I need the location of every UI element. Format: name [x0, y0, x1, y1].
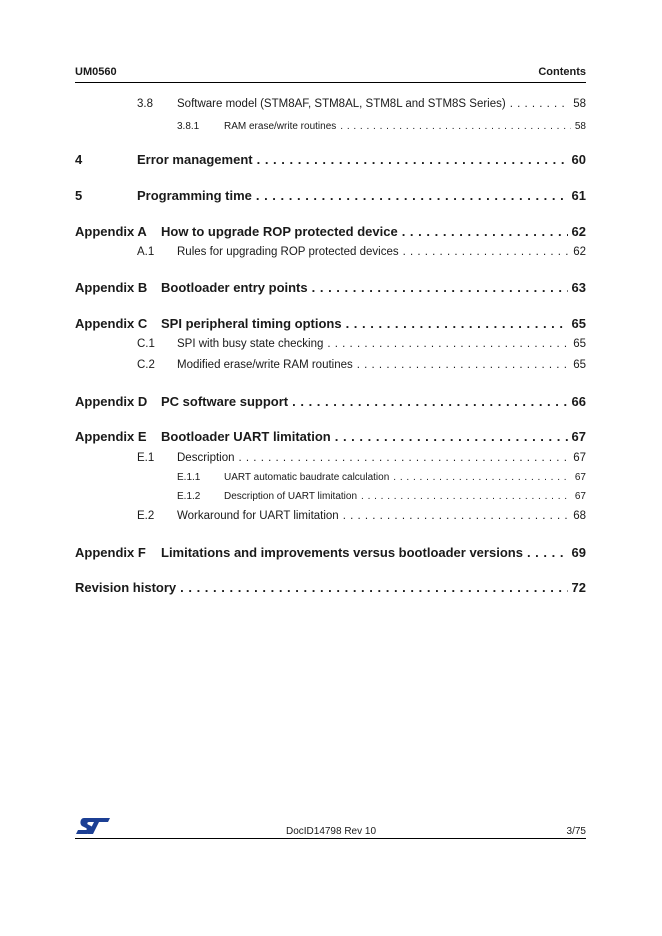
- toc-page: 66: [571, 394, 586, 409]
- toc-entry[interactable]: [75, 394, 586, 409]
- toc-title: Error management: [137, 152, 253, 167]
- toc-title: Programming time: [137, 188, 252, 203]
- toc-title: SPI with busy state checking: [177, 338, 324, 350]
- toc-leader: [346, 316, 568, 331]
- section-title: Contents: [538, 66, 586, 78]
- toc-title: Software model (STM8AF, STM8AL, STM8L and STM8S Series): [177, 98, 506, 110]
- toc-leader: [343, 510, 570, 522]
- toc-leader: [256, 188, 568, 203]
- toc-number: Appendix B: [75, 280, 148, 295]
- toc-title: Bootloader UART limitation: [161, 429, 331, 444]
- toc-entry[interactable]: [75, 429, 586, 444]
- toc-leader: [312, 280, 568, 295]
- toc-number: A.1: [137, 246, 155, 258]
- toc-page: 67: [574, 472, 586, 483]
- toc-page: 62: [573, 246, 586, 258]
- toc-leader: [327, 338, 569, 350]
- toc-number: Appendix A: [75, 224, 147, 239]
- toc-title: Rules for upgrading ROP protected devices: [177, 246, 399, 258]
- toc-entry[interactable]: [75, 316, 586, 331]
- toc-entry[interactable]: [75, 580, 586, 595]
- toc-leader: [340, 121, 571, 132]
- toc-page: 61: [571, 188, 586, 203]
- toc-leader: [292, 394, 567, 409]
- toc-leader: [527, 545, 568, 560]
- toc-leader: [335, 429, 568, 444]
- toc-number: 5: [75, 188, 83, 203]
- toc-leader: [361, 491, 571, 502]
- footer-doc-id: DocID14798 Rev 10: [285, 826, 377, 837]
- toc-entry[interactable]: [137, 452, 586, 464]
- toc-page: 65: [573, 338, 586, 350]
- toc-number: Appendix E: [75, 429, 147, 444]
- toc-title: How to upgrade ROP protected device: [161, 224, 398, 239]
- toc-number: Appendix C: [75, 316, 148, 331]
- toc-title: Modified erase/write RAM routines: [177, 359, 353, 371]
- toc-entry[interactable]: [177, 472, 586, 483]
- toc-leader: [403, 246, 570, 258]
- toc-page: 67: [573, 452, 586, 464]
- toc-title: UART automatic baudrate calculation: [224, 472, 390, 483]
- toc-title: PC software support: [161, 394, 289, 409]
- toc-number: E.1: [137, 452, 155, 464]
- toc-page: 63: [571, 280, 586, 295]
- toc-page: 58: [573, 98, 586, 110]
- toc-number: E.1.1: [177, 472, 201, 483]
- toc-page: 72: [571, 580, 586, 595]
- toc-leader: [257, 152, 568, 167]
- toc-entry[interactable]: [177, 121, 586, 132]
- toc-title: Workaround for UART limitation: [177, 510, 339, 522]
- footer-divider: [75, 838, 586, 839]
- toc-page: 69: [571, 545, 586, 560]
- toc-number: Appendix D: [75, 394, 148, 409]
- toc-page: 62: [571, 224, 586, 239]
- toc-entry[interactable]: [137, 98, 586, 110]
- toc-leader: [180, 580, 567, 595]
- document-id: UM0560: [75, 66, 117, 78]
- toc-entry[interactable]: [75, 224, 586, 239]
- toc-title: Description: [177, 452, 235, 464]
- toc-title: Limitations and improvements versus bootloader versions: [161, 545, 523, 560]
- toc-entry[interactable]: [137, 510, 586, 522]
- toc-entry[interactable]: [177, 491, 586, 502]
- toc-entry[interactable]: [137, 338, 586, 350]
- page-header: [75, 64, 586, 83]
- toc-page: 60: [571, 152, 586, 167]
- toc-title: Revision history: [75, 580, 177, 595]
- toc-title: RAM erase/write routines: [224, 121, 337, 132]
- toc-page: 67: [571, 429, 586, 444]
- toc-entry[interactable]: [137, 359, 586, 371]
- toc-entry[interactable]: [75, 152, 586, 167]
- footer-page-number: 3/75: [566, 826, 586, 837]
- toc-number: C.1: [137, 338, 155, 350]
- toc-leader: [357, 359, 569, 371]
- toc-title: SPI peripheral timing options: [161, 316, 342, 331]
- toc-page: 68: [573, 510, 586, 522]
- toc-number: E.2: [137, 510, 155, 522]
- toc-number: 3.8.1: [177, 121, 200, 132]
- toc-page: 67: [574, 491, 586, 502]
- toc-leader: [510, 98, 569, 110]
- toc-page: 65: [571, 316, 586, 331]
- toc-entry[interactable]: [137, 246, 586, 258]
- toc-entry[interactable]: [75, 545, 586, 560]
- toc-number: E.1.2: [177, 491, 201, 502]
- toc-page: 58: [574, 121, 586, 132]
- toc-number: Appendix F: [75, 545, 146, 560]
- toc-entry[interactable]: [75, 280, 586, 295]
- toc-leader: [239, 452, 570, 464]
- toc-title: Description of UART limitation: [224, 491, 358, 502]
- toc-entry[interactable]: [75, 188, 586, 203]
- toc-number: 4: [75, 152, 83, 167]
- toc-number: 3.8: [137, 98, 153, 110]
- toc-leader: [402, 224, 568, 239]
- toc-title: Bootloader entry points: [161, 280, 308, 295]
- toc-leader: [393, 472, 571, 483]
- toc-page: 65: [573, 359, 586, 371]
- toc-number: C.2: [137, 359, 155, 371]
